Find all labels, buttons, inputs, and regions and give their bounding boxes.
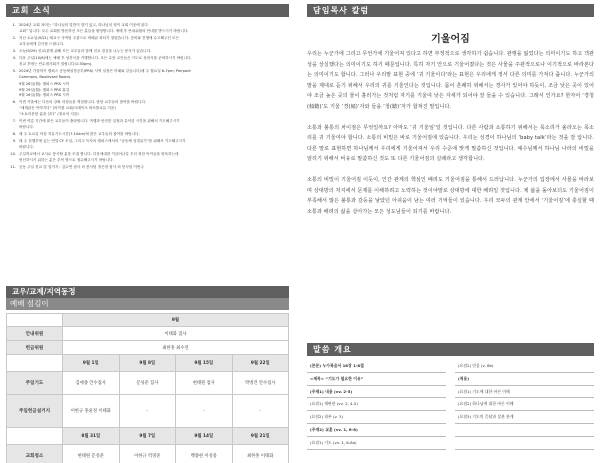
news-line	[6, 62, 289, 68]
outline-item: <제목> “기도가 필요한 이유”	[307, 373, 446, 386]
outline-item: (요점1) 기도 (vv. 1, 6-8a)	[307, 437, 446, 450]
left-column	[6, 4, 289, 462]
offering-value: 최한홍 최수연	[63, 341, 289, 355]
news-number: 1.	[12, 23, 16, 27]
outline-item: (주제2) 교훈 (vv. 1, 6-8)	[307, 424, 446, 437]
prayer-cell: 문성준 집사	[119, 372, 176, 395]
cleaning-cell: 백종현 이성용	[176, 445, 233, 463]
cleaning-label: 교회청소	[7, 445, 63, 463]
news-text: 오늘(9/29) 신교/관계 위해 모든 교우들과 함께 친교 점심을 나누는 봉사가 있습니다.	[19, 48, 152, 53]
prayer-cell: 박병견 안수집사	[232, 372, 289, 395]
worship-servants-title: 예배 섬김이	[6, 298, 289, 310]
church-news-header: 교회 소식	[6, 4, 289, 17]
news-number: 9.	[12, 139, 16, 144]
outline-item: (요점2) 하나님에 대한 바른 이해	[455, 398, 594, 411]
news-text: 교회” 입니다. 모두 교회를 방문하신 모든 분들을 환영합니다. 예배 후 안내위원의 안내를 받으시기 바랍니다.	[19, 28, 189, 33]
offering-dish-label: 주일헌금설거지	[7, 395, 63, 428]
news-text: 매 주 토요일 아침 자유기도시간(7-10am)에 많은 교우들의 참여를 바랍니다.	[19, 131, 140, 136]
news-text: 이번 가을에는 다음의 강좌 과정들을 개설합니다. 담당 교우들의 참여를 바랍니다.	[19, 100, 147, 105]
cleaning-cell: 최한홍 이태화	[232, 445, 289, 463]
news-line	[6, 125, 289, 131]
news-line	[6, 158, 289, 164]
news-text: 공동 주일 친교 및 설거지 : 김수연 집사 외 봉사팀 정은정 집사 외 봉사팀 이번주	[19, 164, 144, 169]
sermon-outline-header-wrap	[307, 343, 594, 356]
offering-label: 헌금위원	[7, 341, 63, 355]
outline-item: (요점1) 기도에 대한 바른 이해	[455, 386, 594, 399]
offering-dish-cell: -	[119, 395, 176, 428]
cleaning-date: 9월 7일	[119, 428, 176, 445]
column-paragraph: 우리는 누군가에 그리고 무언가에 기울어져 있다고 하면 부정적으로 생각하기 쉽습니다. 관행을 잃었다는 의미이기도 하고 객관성을 상실했다는 의미이기도 하기 때문입니다. 특히 자기 안으로 기울어졌다는 것은 사물을 주관적으로나 이기적으로 바라본다는 의미이기도 합니다. 그러나 우리말 표현 중에 ‘귀 기울이다’라는 표현은 우리에게 정서 다른 의미를 가져다 줍니다. 누군가의 말을 제대로 듣기 위해서 우리의 귀를 기울인다는 것입니다. 몸이 흔쾌히 위해서는 경사가 있어야 하듯이, 조금 낮은 곳이 있어야 조금 높은 곳의 물이 흘러가는 것처럼 자기를 기울여 낮은 자세가 되어야 잘 들을 수 있습니다. 그래서 인가요? 한자어 ‘경청(傾聽)’도 기울 ‘경(傾)’자와 들을 ‘청(聽)’자가 합쳐진 말입니다.	[307, 51, 594, 110]
cleaning-cell: 현태원 문성준	[63, 445, 120, 463]
news-line	[6, 132, 289, 138]
prayer-cell: 현태원 집사	[176, 372, 233, 395]
news-number: 7.	[12, 119, 16, 124]
outline-right-column	[455, 360, 594, 450]
news-text: 교우들에게 감사를 드립니다.	[19, 41, 65, 46]
fellowship-header: 교우/교제/지역동정	[6, 286, 289, 298]
offering-dish-cell: -	[176, 395, 233, 428]
news-number: 8.	[12, 131, 16, 136]
news-line	[6, 145, 289, 151]
outline-item	[455, 437, 594, 450]
news-text: 2024년 교회 표어는 “하나님의 말씀이 향기 있고, 하나님의 영이 교회 이웃에 된다	[19, 23, 148, 27]
column-title: 기울어짐	[431, 34, 470, 45]
prayer-cell: 김예종 안수집사	[63, 372, 120, 395]
news-text: 다음 주일(10/6)에는 예배 후 성찬식을 거행합니다. 모든 수찬 교인들은 기도로 성찬식을 준비하시기 바랍니다.	[19, 56, 192, 61]
news-text: “세계관은 이야기다” (아이를 교회/크레이크 바르톨로뮤 지음)	[19, 106, 116, 111]
news-text: 9월 16일(월): 캠퍼스 PRS 시작	[19, 93, 70, 98]
news-text: 헌신하시기 위하는 분은 부목 방으로 접수해주시기 바랍니다.	[19, 157, 114, 162]
table-spacer	[7, 355, 63, 372]
outline-item: (요점1) 재판관 (vv. 2, 4-5)	[307, 398, 446, 411]
church-news-list	[6, 23, 289, 171]
news-text: 매 주 친행후에 있는 연말 CF 모임, 그리고 독자의 캠퍼스에서의 “공동체 성경읽기”를 위해서 기도해주시기	[19, 139, 186, 144]
prayer-label: 주일기도	[7, 372, 63, 395]
news-text: “소요리문답 삶을 살다” (정요석 지음)	[19, 111, 79, 116]
news-text: 2024년 가을학기 캠퍼스 공동체성경공부(PRS) 사역 일정은 아래와 같습니다(매 주 월요일 6-7pm; Pierpont	[19, 68, 191, 73]
column-paragraph: 소통과 불통의 차이점은 무엇일까요? 아마도 ‘귀 기울임’일 것입니다. 다른 사람과 소통하기 위해서는 목소리가 올라오는 목소리를 귀 기울여야 합니다. 소통의 비밀은 바로 기울어짐에 있습니다. 우리는 성경이 하나님의 ‘baby talk’라는 것을 잘 압니다. 다른 말로 표현하면 하나님께서 우리에게 기울어져서 우리 수준에 맞게 말씀하신 것입니다. 예수님께서 하나님 나라의 비밀을 알리기 위해서 비유로 말씀하신 것도 또 다른 기울어짐의 실례라고 생각합니다.	[307, 124, 594, 163]
news-number: 4.	[12, 56, 16, 61]
outline-item: (요점2) 과부 (v. 3)	[307, 411, 446, 424]
outline-item: (요점2) 믿음 (v. 8b)	[455, 360, 594, 373]
sermon-outline-header: 말씀 개요	[307, 343, 594, 356]
right-column	[307, 4, 594, 462]
outline-left-column	[307, 360, 446, 450]
column-paragraph: 소통의 비밀이 기울어짐 이듯이, 인간 관계의 핵심인 배려도 기울어짐을 통해서 드러납니다. 누군가의 입장에서 사물을 바라보며 상대방의 처지에서 문제를 이해하려고 노력하는 것이야말로 상대방에 대한 배려일 것입니다. 제 삶을 돌아보더도 기울어짐이 부족해서 많은 불통과 갈등을 낳았던 아쉬움이 남는 여러 기억들이 있습니다. 우리 모두의 관계 안에서 ‘기울어짐’에 충실할 때 소통과 배려의 삶을 살아가는 모든 성도님들이 되기를 바랍니다.	[307, 176, 594, 215]
news-text: 주일학교에서 교사로 봉사할 분을 모집 합니다. 다음세대를 이끌어나갈 우리 귀한 아이들을 양육하는데	[19, 152, 179, 157]
news-number: 5.	[12, 68, 16, 73]
news-text: 9월 29일(월): 캠퍼스 PRS 휴강	[19, 87, 70, 92]
cleaning-date: 8월 31일	[63, 428, 120, 445]
outline-item: (적용)	[455, 373, 594, 386]
ushers-label: 안내위원	[7, 327, 63, 341]
outline-item	[455, 424, 594, 437]
news-number: 10.	[10, 152, 16, 157]
outline-item: (주제1) 내용 (vv. 2-5)	[307, 386, 446, 399]
news-text: 9월 26일(월): 캠퍼스 PRS 시작	[19, 81, 70, 86]
news-line	[6, 112, 289, 118]
news-text: 지난 토요일(9/21) 세교구 사역팀 주관으로 바베큐 파티가 열렸습니다. 준비와 진행에 수고해주신 모든	[19, 35, 179, 40]
table-corner	[7, 314, 63, 327]
month-label: 9월	[63, 314, 289, 327]
news-text: 바랍니다.	[19, 124, 35, 129]
cleaning-date: 9월 14일	[176, 428, 233, 445]
news-line	[6, 165, 289, 171]
news-text: Commons, Boulevard Room).	[19, 74, 72, 79]
offering-dish-cell: 이한규 홍윤정 이태화	[63, 395, 120, 428]
worship-servants-table	[6, 313, 289, 463]
news-number: 11.	[10, 164, 16, 169]
worship-date: 9월 8일	[119, 355, 176, 372]
news-line	[6, 49, 289, 55]
pastor-column-header: 담임목사 칼럼	[307, 4, 594, 17]
news-text: 친교 후에는 안수집사회가 열립니다(1:30pm).	[19, 61, 93, 66]
sermon-outline	[307, 360, 594, 450]
news-line	[6, 75, 289, 81]
offering-dish-cell: -	[232, 395, 289, 428]
table-spacer	[7, 428, 63, 445]
news-text: 바랍니다.	[19, 144, 35, 149]
news-text: 이번 여름 기간에 많은 교우들이 출타합니다. 여행과 안전한 일정과 유익한 시간을 위해서 기도해주시기	[19, 119, 180, 124]
news-number: 3.	[12, 48, 16, 53]
cleaning-date: 9월 21일	[232, 428, 289, 445]
news-number: 2.	[12, 35, 16, 40]
worship-date: 9월 22일	[232, 355, 289, 372]
news-line	[6, 93, 289, 99]
outline-item: (본문) 누가복음서 18장 1-8절	[307, 360, 446, 373]
news-line	[6, 29, 289, 35]
worship-date: 9월 1일	[63, 355, 120, 372]
ushers-value: 이태화 집사	[63, 327, 289, 341]
outline-item: (요점3) 기도의 응답과 상관 관계	[455, 411, 594, 424]
news-number: 6.	[12, 100, 16, 105]
news-line	[6, 42, 289, 48]
worship-date: 9월 15일	[176, 355, 233, 372]
cleaning-cell: 이한규 역영준	[119, 445, 176, 463]
